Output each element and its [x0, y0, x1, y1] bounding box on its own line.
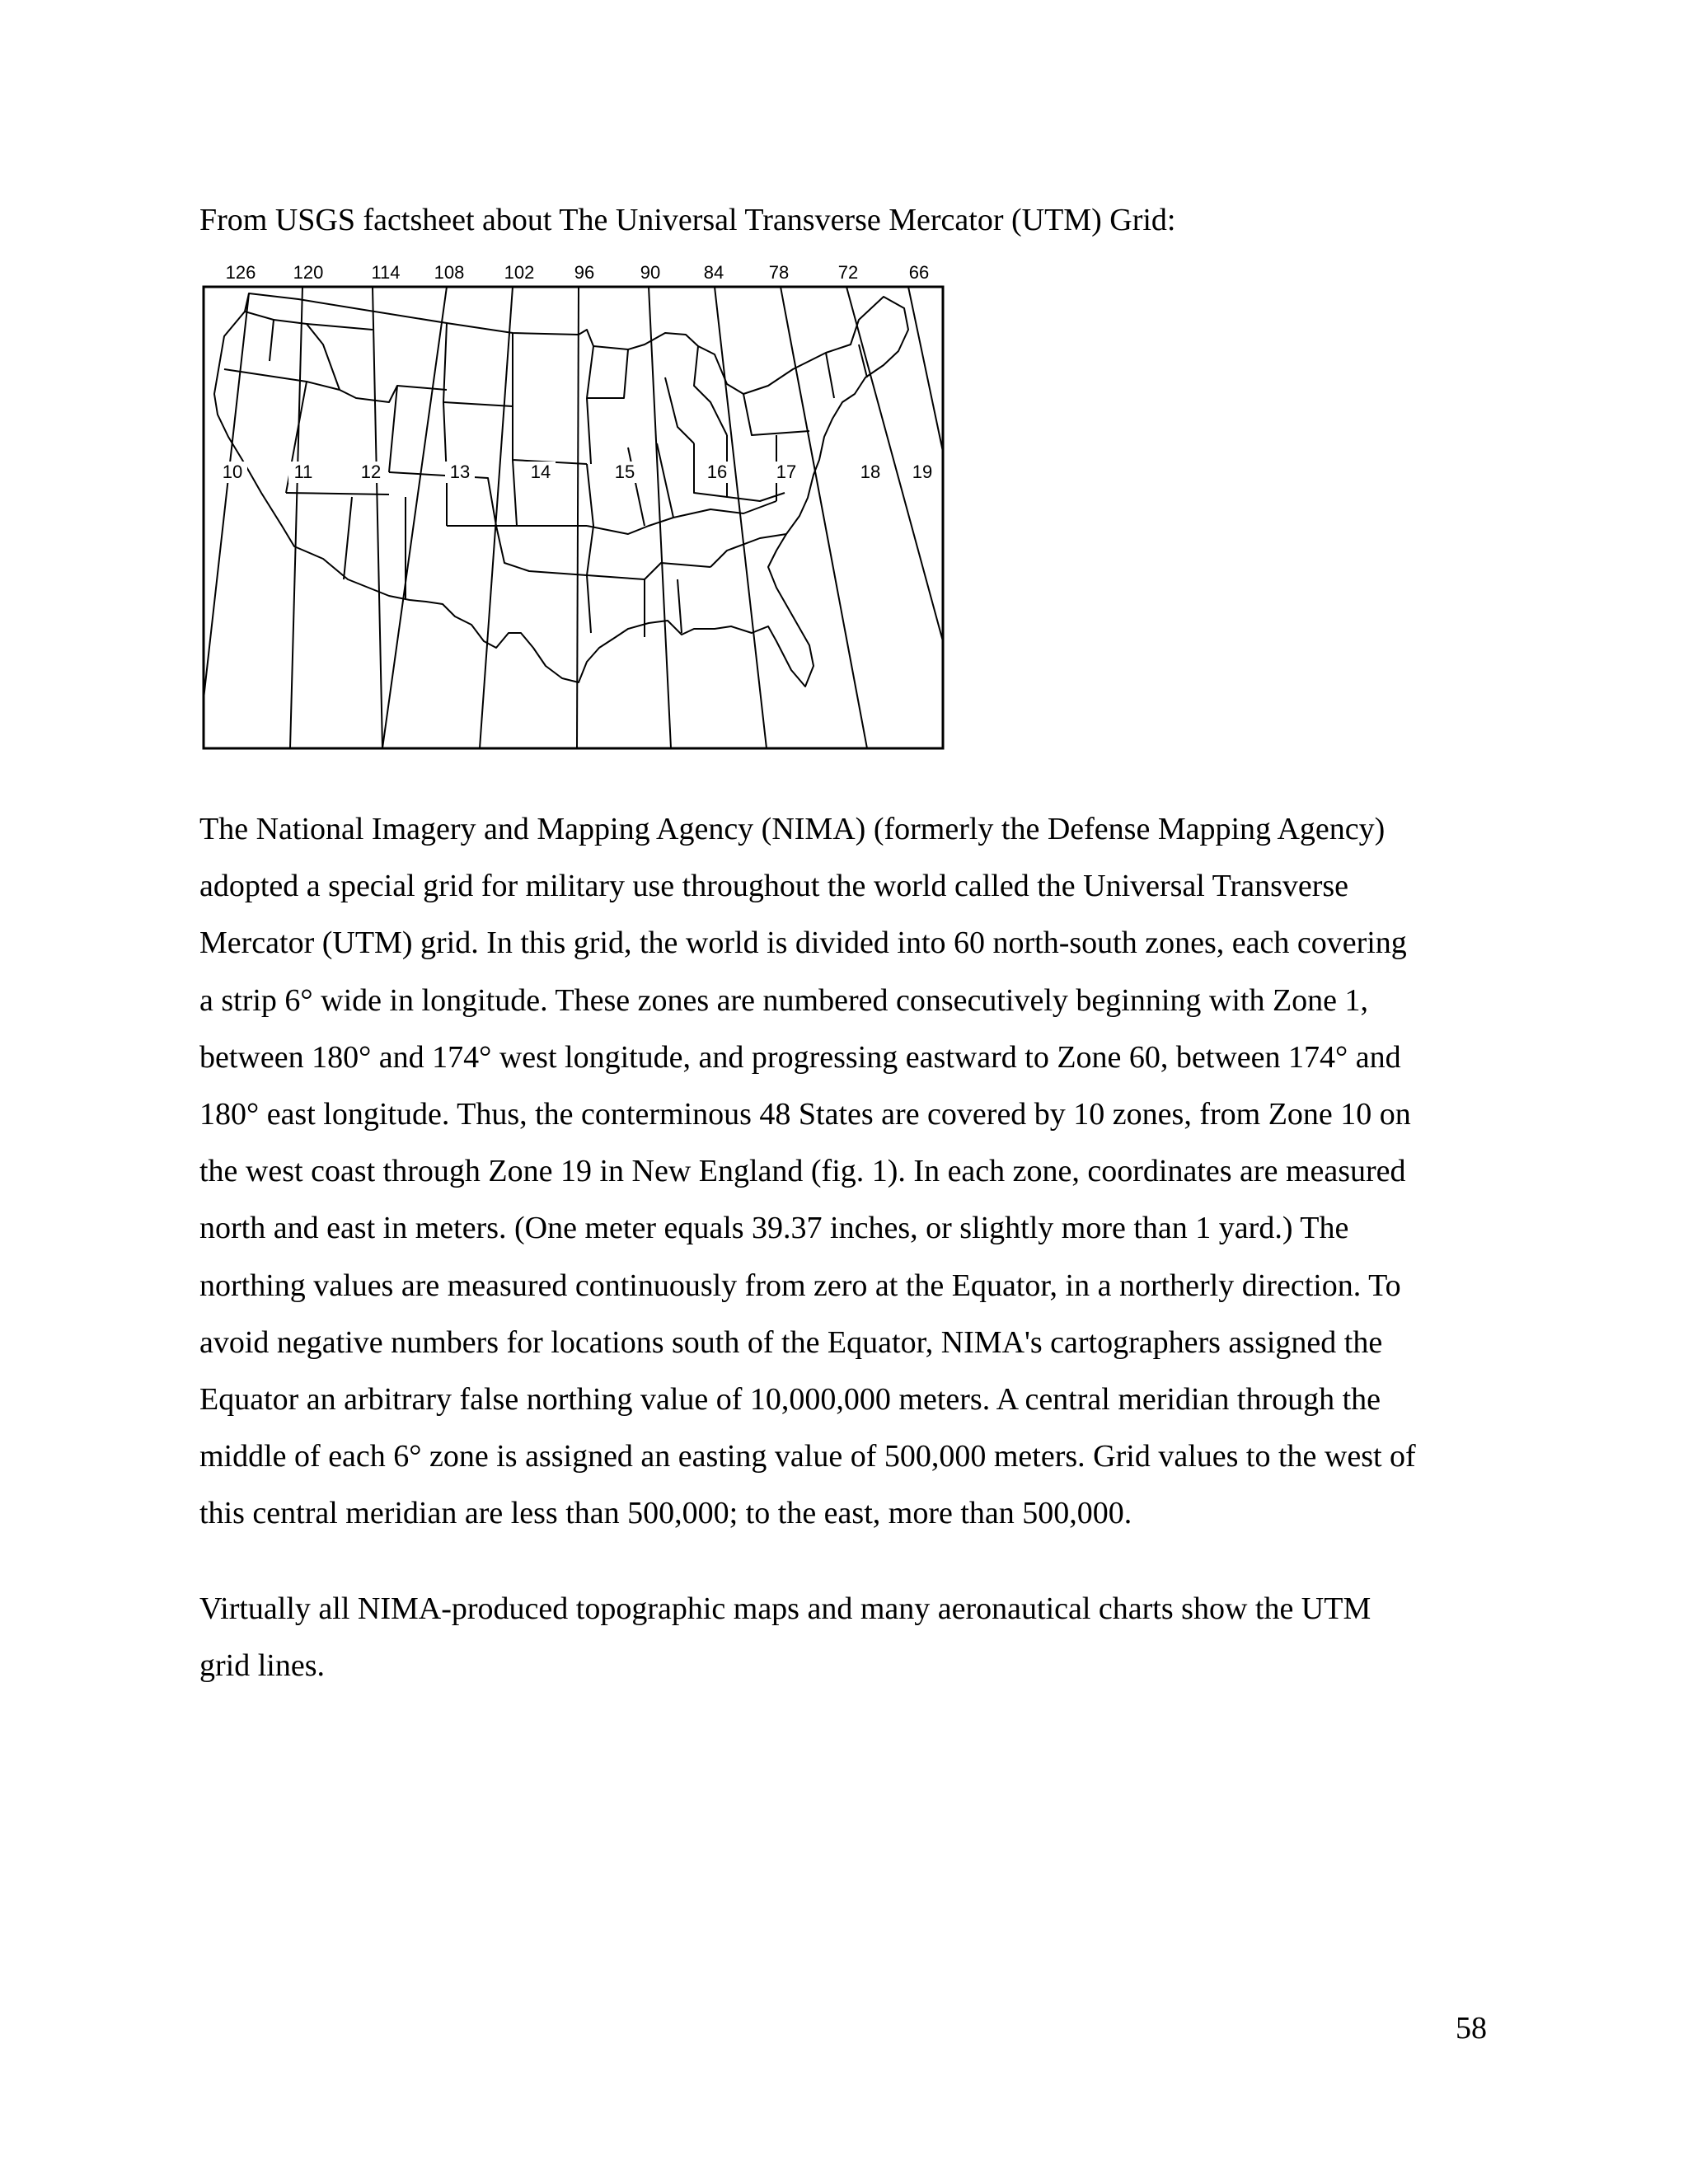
text-line: between 180° and 174° west longitude, and progressing eastward to Zone 60, between 174° and: [199, 1039, 1401, 1075]
longitude-label: 90: [640, 262, 661, 283]
map-frame: [204, 287, 943, 748]
text-line: avoid negative numbers for locations south of the Equator, NIMA's cartographers assigned the: [199, 1324, 1383, 1360]
page-number: 58: [1456, 2011, 1487, 2046]
zone-label: 19: [912, 462, 933, 482]
text-line: The National Imagery and Mapping Agency (NIMA) (formerly the Defense Mapping Agency): [199, 812, 1386, 846]
zone-label: 16: [706, 462, 728, 482]
longitude-label: 126: [225, 262, 256, 283]
longitude-label: 78: [768, 262, 790, 283]
text-line: Equator an arbitrary false northing value of 10,000,000 meters. A central meridian through the: [199, 1381, 1381, 1417]
longitude-label: 102: [504, 262, 535, 283]
longitude-label: 114: [371, 262, 401, 283]
body-paragraph: [199, 1581, 1371, 1694]
text-line: a strip 6° wide in longitude. These zones are numbered consecutively beginning with Zone 1,: [199, 982, 1369, 1018]
text-line: this central meridian are less than 500,000; to the east, more than 500,000.: [199, 1496, 1132, 1531]
text-line: 180° east longitude. Thus, the conterminous 48 States are covered by 10 zones, from Zone 10 on: [199, 1096, 1411, 1132]
longitude-labels: [226, 262, 930, 283]
zone-label: 13: [449, 462, 471, 482]
longitude-label: 120: [293, 262, 324, 283]
zone-label: 15: [614, 462, 635, 482]
zone-label: 10: [222, 462, 243, 482]
text-line: northing values are measured continuously from zero at the Equator, in a northerly direction. To: [199, 1268, 1401, 1303]
figure-caption: From USGS factsheet about The Universal Transverse Mercator (UTM) Grid:: [199, 203, 1176, 237]
utm-zone-map: [199, 254, 945, 750]
text-line: Virtually all NIMA-produced topographic maps and many aeronautical charts show the UTM: [199, 1591, 1372, 1626]
text-line: middle of each 6° zone is assigned an easting value of 500,000 meters. Grid values to the west of: [199, 1439, 1416, 1474]
text-line: adopted a special grid for military use throughout the world called the Universal Transverse: [199, 869, 1349, 904]
zone-label: 17: [776, 462, 797, 482]
text-line: north and east in meters. (One meter equals 39.37 inches, or slightly more than 1 yard.) The: [199, 1211, 1349, 1246]
longitude-label: 96: [574, 262, 595, 283]
longitude-label: 84: [703, 262, 724, 283]
longitude-label: 72: [837, 262, 859, 283]
zone-label: 14: [530, 462, 551, 482]
text-line: grid lines.: [199, 1648, 325, 1684]
zone-label: 12: [360, 462, 382, 482]
zone-label: 11: [293, 462, 313, 482]
body-paragraph: [199, 801, 1416, 1542]
zone-label: 18: [860, 462, 881, 482]
longitude-label: 66: [908, 262, 930, 283]
text-line: Mercator (UTM) grid. In this grid, the world is divided into 60 north-south zones, each covering: [199, 926, 1407, 961]
utm-zone-map-svg: [199, 254, 945, 750]
longitude-label: 108: [434, 262, 465, 283]
text-line: the west coast through Zone 19 in New England (fig. 1). In each zone, coordinates are measured: [199, 1154, 1406, 1189]
